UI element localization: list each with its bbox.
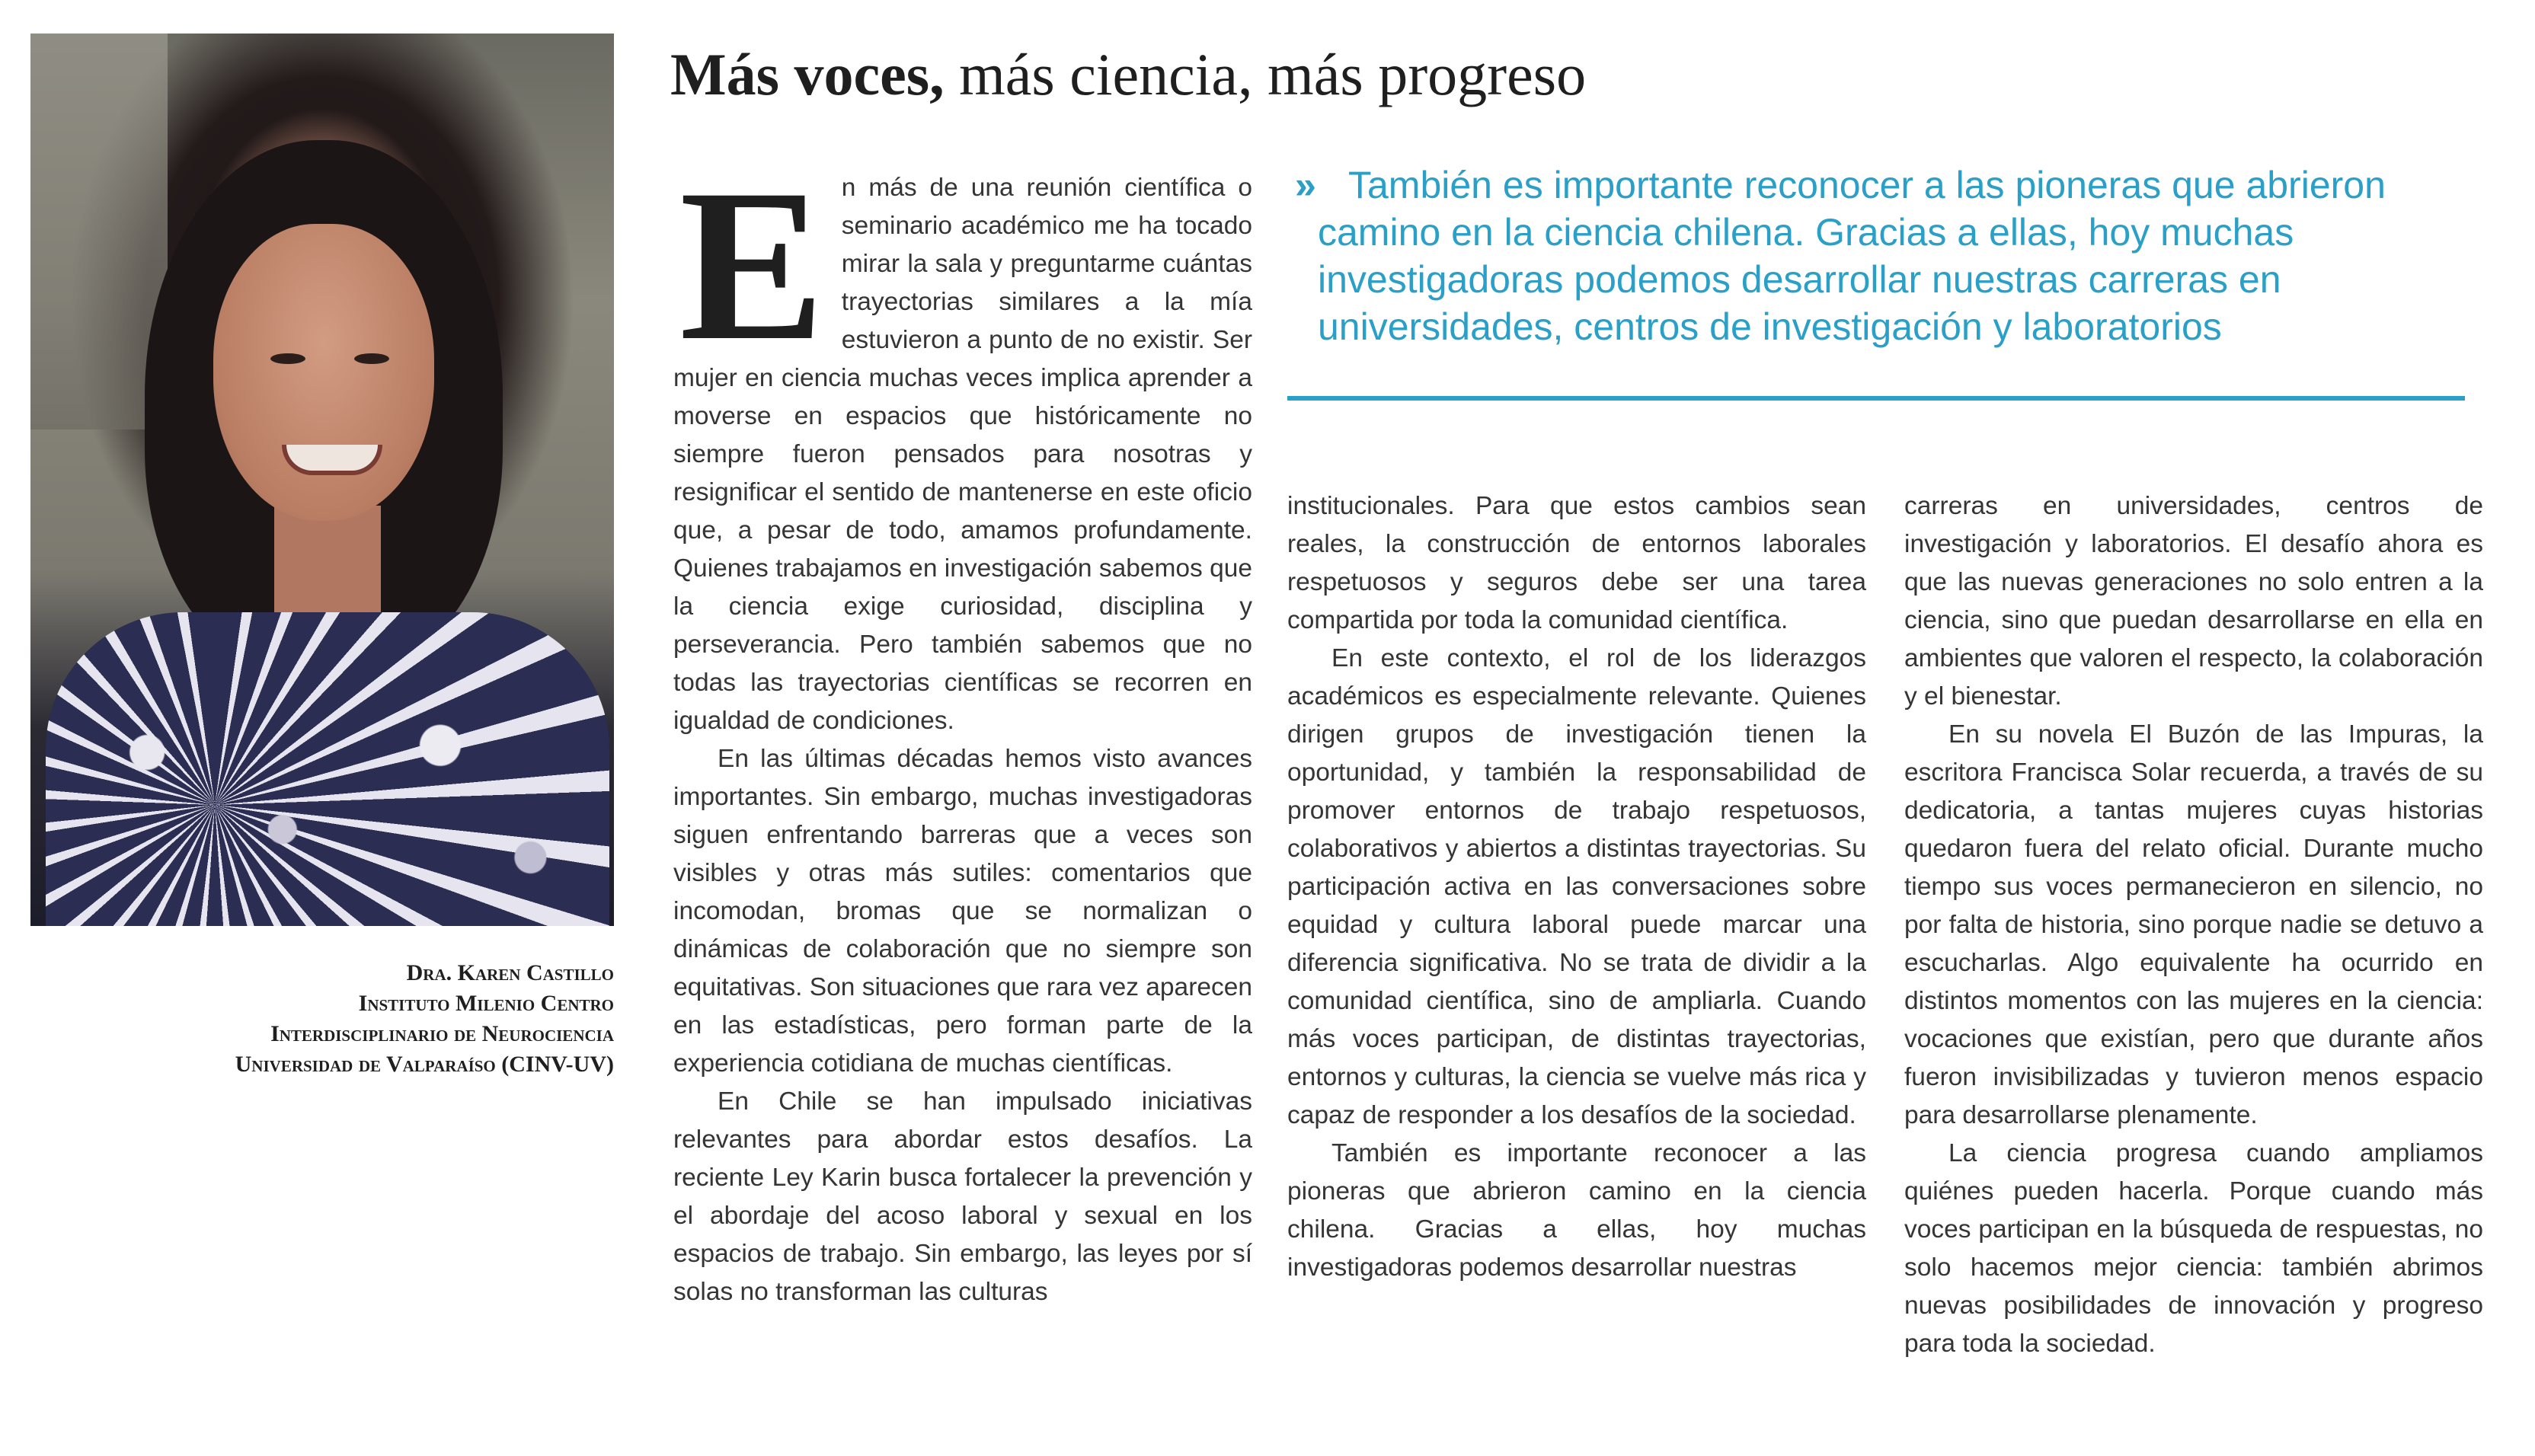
paragraph: La ciencia progresa cuando ampliamos quiénes pueden hacerla. Porque cuando más voces participan en la búsqueda de respuestas, no solo hacemos mejor ciencia: también abrimos nuevas posibilidades de innovación y progreso para toda la sociedad. xyxy=(1904,1139,2483,1358)
photo-eye-left xyxy=(270,353,305,364)
author-caption xyxy=(30,958,614,1080)
drop-cap: E xyxy=(679,144,825,385)
headline-bold: Más voces, xyxy=(670,41,945,107)
photo-face xyxy=(213,224,434,521)
article-column-2 xyxy=(1287,487,1866,1287)
pull-quote-rule xyxy=(1287,396,2465,401)
paragraph: En este contexto, el rol de los liderazgos académicos es especialmente relevante. Quienes dirigen grupos de investigación tienen la oportunidad, y también la responsabilidad de promover entornos de trabajo respetuosos, colaborativos y abiertos a distintas trayectorias. Su participación activa en las conversaciones sobre equidad y cultura laboral puede marcar una diferencia significativa. No se trata de dividir a la comunidad científica, sino de ampliarla. Cuando más voces participan, de distintas trayectorias, entornos y culturas, la ciencia se vuelve más rica y capaz de responder a los desafíos de la sociedad. xyxy=(1287,644,1866,1129)
caption-center: Interdisciplinario de Neurociencia xyxy=(270,1021,614,1046)
paragraph: En su novela El Buzón de las Impuras, la escritora Francisca Solar recuerda, a través de su dedicatoria, a tantas mujeres cuyas historias quedaron fuera del relato oficial. Durante mucho tiempo sus voces permanecieron en silencio, no por falta de historia, sino porque nadie se detuvo a escucharlas. Algo equivalente ha ocurrido en distintos momentos con las mujeres en la ciencia: vocaciones que existían, pero que durante años fueron invisibilizadas y tuvieron menos espacio para desarrollarse plenamente. xyxy=(1904,720,2483,1129)
caption-institute: Instituto Milenio Centro xyxy=(358,991,614,1016)
paragraph: También es importante reconocer a las pioneras que abrieron camino en la ciencia chilena. Gracias a ellas, hoy muchas investigadoras podemos desarrollar nuestras xyxy=(1287,1139,1866,1282)
paragraph: n más de una reunión científica o seminario académico me ha tocado mirar la sala y preguntarme cuántas trayectorias similares a la mía estuvieron a punto de no existir. Ser mujer en ciencia muchas veces implica aprender a moverse en espacios que históricamente no siempre fueron pensados para nosotras y resignificar el sentido de mantenerse en este oficio que, a pesar de todo, amamos profundamente. Quienes trabajamos en investigación sabemos que la ciencia exige curiosidad, disciplina y perseverancia. Pero también sabemos que no todas las trayectorias científicas se recorren en igualdad de condiciones. xyxy=(673,174,1252,735)
paragraph: En Chile se han impulsado iniciativas relevantes para abordar estos desafíos. La reciente Ley Karin busca fortalecer la prevención y el abordaje del acoso laboral y sexual en los espacios de trabajo. Sin embargo, las leyes por sí solas no transforman las culturas xyxy=(673,1087,1252,1306)
article-column-3 xyxy=(1904,487,2483,1363)
caption-university: Universidad de Valparaíso (CINV-UV) xyxy=(235,1052,614,1077)
pull-quote xyxy=(1295,161,2468,350)
photo-patterned-blouse xyxy=(46,612,609,926)
paragraph: En las últimas décadas hemos visto avances importantes. Sin embargo, muchas investigadoras siguen enfrentando barreras que a veces son visibles y otras más sutiles: comentarios que incomodan, bromas que se normalizan o dinámicas de colaboración que no siempre son equitativas. Son situaciones que rara vez aparecen en las estadísticas, pero forman parte de la experiencia cotidiana de muchas científicas. xyxy=(673,745,1252,1078)
author-photo xyxy=(30,34,614,926)
paragraph: institucionales. Para que estos cambios sean reales, la construcción de entornos laborales respetuosos y seguros debe ser una tarea compartida por toda la comunidad científica. xyxy=(1287,492,1866,634)
caption-name: Dra. Karen Castillo xyxy=(406,960,614,985)
article-column-1 xyxy=(673,144,1252,1311)
article-headline xyxy=(670,37,1586,113)
pull-quote-text: También es importante reconocer a las pioneras que abrieron camino en la ciencia chilena. Gracias a ellas, hoy muchas investigadoras podemos desarrollar nuestras carreras en universidades, centros de investigación y laboratorios xyxy=(1318,164,2386,348)
headline-rest: más ciencia, más progreso xyxy=(944,41,1587,107)
photo-smile xyxy=(282,445,382,475)
photo-eye-right xyxy=(354,353,389,364)
double-chevron-icon: » xyxy=(1295,164,1310,206)
paragraph: carreras en universidades, centros de investigación y laboratorios. El desafío ahora es que las nuevas generaciones no solo entren a la ciencia, sino que puedan desarrollarse en ella en ambientes que valoren el respecto, la colaboración y el bienestar. xyxy=(1904,492,2483,710)
